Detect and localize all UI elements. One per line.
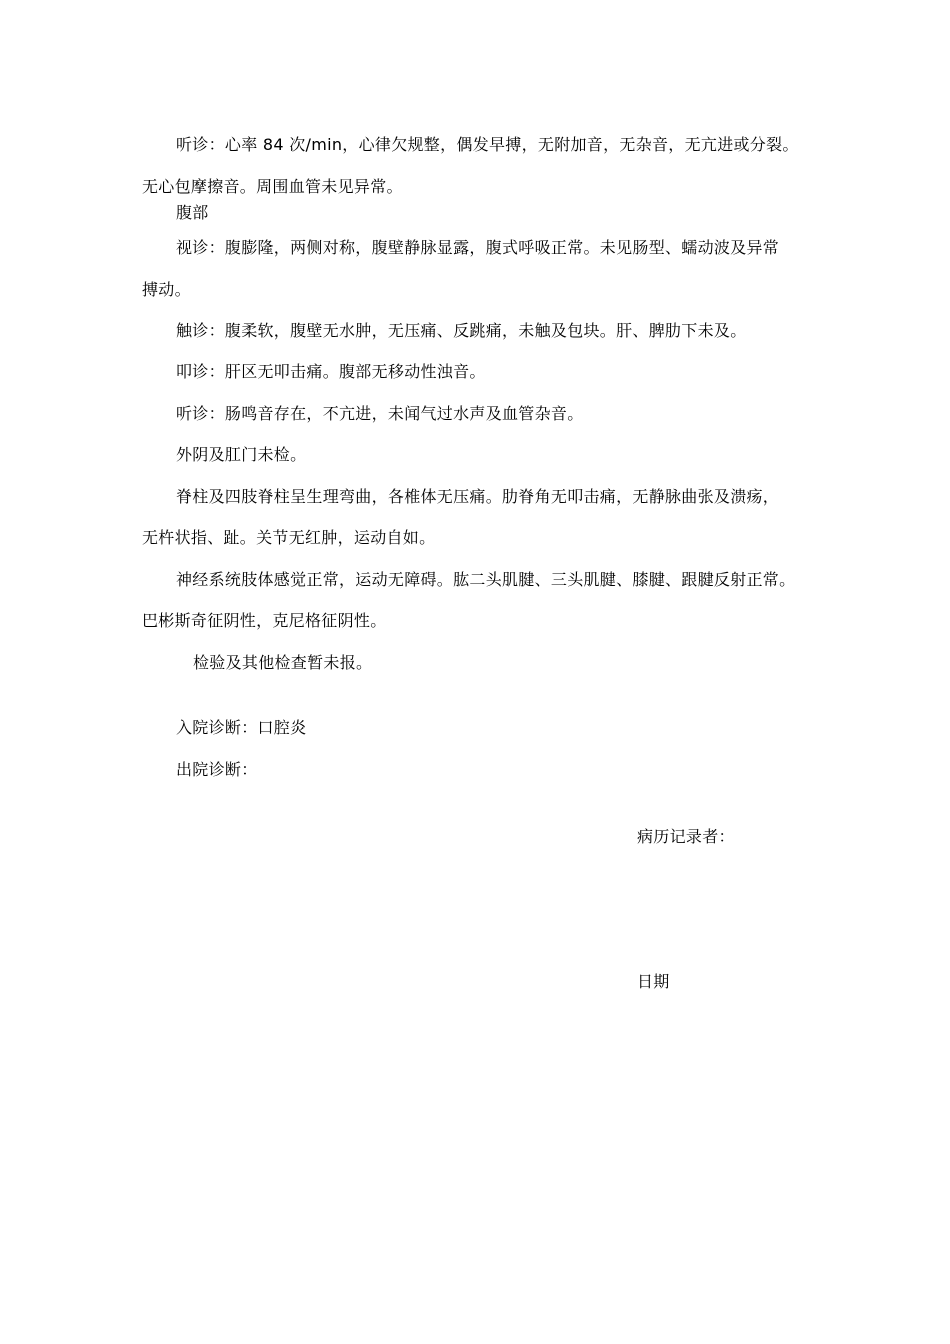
spine-limbs-line-1: 脊柱及四肢脊柱呈生理弯曲，各椎体无压痛。肋脊角无叩击痛，无静脉曲张及溃疡，: [176, 487, 780, 506]
abdomen-inspection-line-2: 搏动。: [142, 280, 191, 299]
abdomen-auscultation-line: 听诊：肠鸣音存在，不亢进，未闻气过水声及血管杂音。: [176, 404, 584, 423]
abdomen-heading: 腹部: [176, 203, 209, 222]
lab-results-line: 检验及其他检查暂未报。: [193, 653, 373, 672]
spine-limbs-line-2: 无杵状指、趾。关节无红肿，运动自如。: [142, 528, 436, 547]
admission-diagnosis: 入院诊断：口腔炎: [176, 718, 307, 737]
heart-auscultation-line-1: 听诊：心率 84 次/min，心律欠规整，偶发早搏，无附加音，无杂音，无亢进或分裂。: [176, 135, 799, 154]
nervous-system-line-1: 神经系统肢体感觉正常，运动无障碍。肱二头肌腱、三头肌腱、膝腱、跟腱反射正常。: [176, 570, 796, 589]
abdomen-inspection-line-1: 视诊：腹膨隆，两侧对称，腹壁静脉显露，腹式呼吸正常。未见肠型、蠕动波及异常: [176, 238, 780, 257]
heart-auscultation-line-2: 无心包摩擦音。周围血管未见异常。: [142, 177, 403, 196]
date-label: 日期: [637, 972, 670, 991]
record-keeper-label: 病历记录者：: [637, 827, 735, 846]
genital-anal-line: 外阴及肛门未检。: [176, 445, 307, 464]
nervous-system-line-2: 巴彬斯奇征阴性，克尼格征阴性。: [142, 611, 387, 630]
discharge-diagnosis: 出院诊断：: [176, 760, 258, 779]
abdomen-palpation-line: 触诊：腹柔软，腹壁无水肿，无压痛、反跳痛，未触及包块。肝、脾肋下未及。: [176, 321, 747, 340]
abdomen-percussion-line: 叩诊：肝区无叩击痛。腹部无移动性浊音。: [176, 362, 486, 381]
